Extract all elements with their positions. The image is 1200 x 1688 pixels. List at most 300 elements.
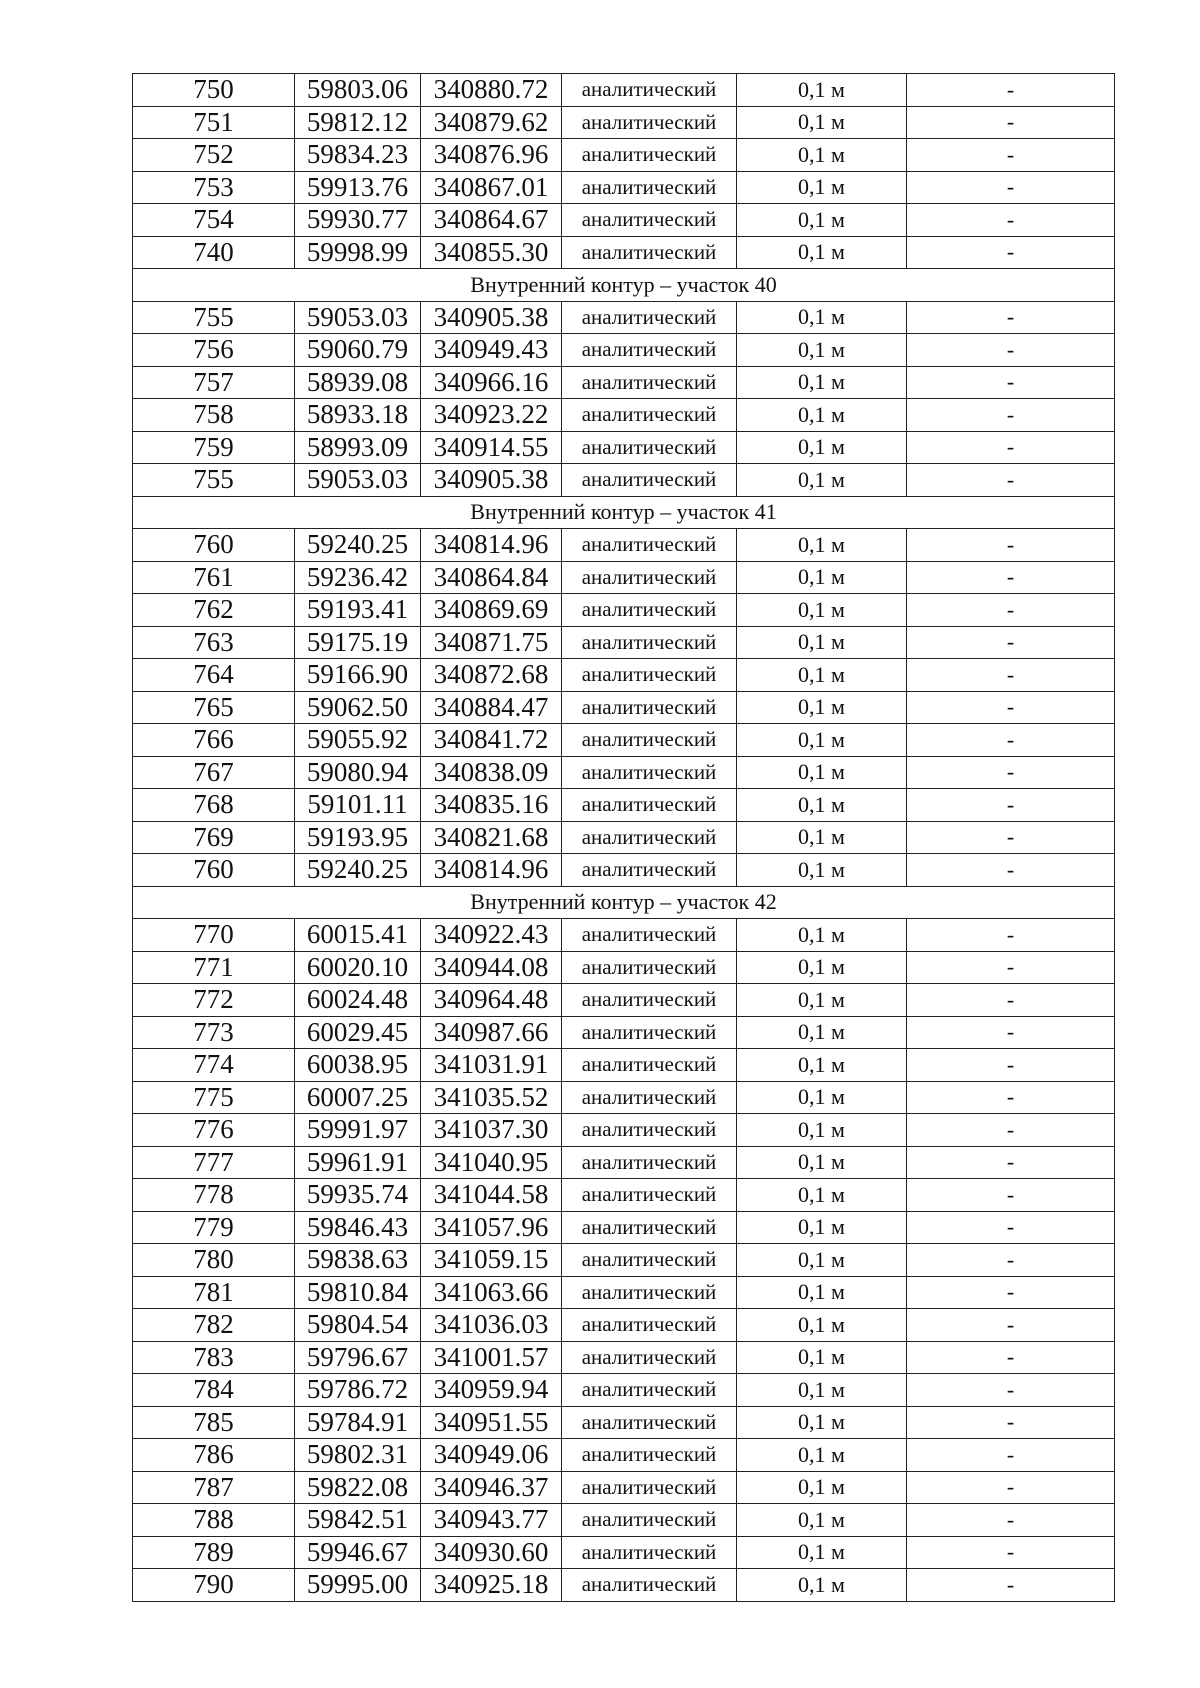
section-title: Внутренний контур – участок 40	[133, 269, 1115, 302]
point-number-cell: 768	[133, 789, 295, 822]
table-row	[133, 691, 1115, 724]
precision-cell: 0,1 м	[737, 1341, 907, 1374]
table-row	[133, 464, 1115, 497]
x-coordinate-cell: 59812.12	[295, 106, 421, 139]
y-coordinate-cell: 340814.96	[421, 854, 562, 887]
x-coordinate-cell: 59240.25	[295, 529, 421, 562]
table-row	[133, 1276, 1115, 1309]
x-coordinate-cell: 60038.95	[295, 1049, 421, 1082]
precision-cell: 0,1 м	[737, 236, 907, 269]
note-cell: -	[907, 106, 1115, 139]
note-cell: -	[907, 1406, 1115, 1439]
table-row	[133, 1439, 1115, 1472]
method-cell: аналитический	[562, 1536, 737, 1569]
table-row	[133, 1536, 1115, 1569]
method-cell: аналитический	[562, 1114, 737, 1147]
precision-cell: 0,1 м	[737, 431, 907, 464]
method-cell: аналитический	[562, 106, 737, 139]
section-header-row	[133, 496, 1115, 529]
point-number-cell: 780	[133, 1244, 295, 1277]
y-coordinate-cell: 340864.84	[421, 561, 562, 594]
table-row	[133, 1081, 1115, 1114]
table-row	[133, 366, 1115, 399]
note-cell: -	[907, 171, 1115, 204]
x-coordinate-cell: 59060.79	[295, 334, 421, 367]
method-cell: аналитический	[562, 1406, 737, 1439]
y-coordinate-cell: 341057.96	[421, 1211, 562, 1244]
y-coordinate-cell: 341036.03	[421, 1309, 562, 1342]
method-cell: аналитический	[562, 1471, 737, 1504]
x-coordinate-cell: 58939.08	[295, 366, 421, 399]
y-coordinate-cell: 340951.55	[421, 1406, 562, 1439]
note-cell: -	[907, 1439, 1115, 1472]
table-row	[133, 724, 1115, 757]
point-number-cell: 773	[133, 1016, 295, 1049]
note-cell: -	[907, 854, 1115, 887]
point-number-cell: 751	[133, 106, 295, 139]
table-row	[133, 1569, 1115, 1602]
y-coordinate-cell: 340864.67	[421, 204, 562, 237]
y-coordinate-cell: 341035.52	[421, 1081, 562, 1114]
point-number-cell: 776	[133, 1114, 295, 1147]
table-row	[133, 171, 1115, 204]
note-cell: -	[907, 724, 1115, 757]
note-cell: -	[907, 464, 1115, 497]
note-cell: -	[907, 366, 1115, 399]
y-coordinate-cell: 340959.94	[421, 1374, 562, 1407]
precision-cell: 0,1 м	[737, 1439, 907, 1472]
y-coordinate-cell: 340964.48	[421, 984, 562, 1017]
note-cell: -	[907, 984, 1115, 1017]
table-row	[133, 756, 1115, 789]
table-row	[133, 1471, 1115, 1504]
point-number-cell: 788	[133, 1504, 295, 1537]
point-number-cell: 782	[133, 1309, 295, 1342]
note-cell: -	[907, 1016, 1115, 1049]
y-coordinate-cell: 340879.62	[421, 106, 562, 139]
y-coordinate-cell: 341031.91	[421, 1049, 562, 1082]
point-number-cell: 771	[133, 951, 295, 984]
note-cell: -	[907, 204, 1115, 237]
method-cell: аналитический	[562, 1309, 737, 1342]
table-row	[133, 399, 1115, 432]
precision-cell: 0,1 м	[737, 529, 907, 562]
point-number-cell: 779	[133, 1211, 295, 1244]
precision-cell: 0,1 м	[737, 1569, 907, 1602]
point-number-cell: 789	[133, 1536, 295, 1569]
method-cell: аналитический	[562, 1081, 737, 1114]
point-number-cell: 752	[133, 139, 295, 172]
note-cell: -	[907, 789, 1115, 822]
table-row	[133, 1374, 1115, 1407]
y-coordinate-cell: 340867.01	[421, 171, 562, 204]
note-cell: -	[907, 1471, 1115, 1504]
note-cell: -	[907, 1049, 1115, 1082]
table-row	[133, 919, 1115, 952]
y-coordinate-cell: 340966.16	[421, 366, 562, 399]
note-cell: -	[907, 1114, 1115, 1147]
method-cell: аналитический	[562, 171, 737, 204]
precision-cell: 0,1 м	[737, 561, 907, 594]
table-row	[133, 301, 1115, 334]
table-row	[133, 951, 1115, 984]
table-row	[133, 1179, 1115, 1212]
point-number-cell: 754	[133, 204, 295, 237]
method-cell: аналитический	[562, 1244, 737, 1277]
point-number-cell: 764	[133, 659, 295, 692]
point-number-cell: 759	[133, 431, 295, 464]
y-coordinate-cell: 340814.96	[421, 529, 562, 562]
note-cell: -	[907, 1179, 1115, 1212]
y-coordinate-cell: 341040.95	[421, 1146, 562, 1179]
precision-cell: 0,1 м	[737, 334, 907, 367]
method-cell: аналитический	[562, 1569, 737, 1602]
section-header-row	[133, 886, 1115, 919]
precision-cell: 0,1 м	[737, 724, 907, 757]
x-coordinate-cell: 59786.72	[295, 1374, 421, 1407]
note-cell: -	[907, 919, 1115, 952]
y-coordinate-cell: 340880.72	[421, 74, 562, 107]
x-coordinate-cell: 59842.51	[295, 1504, 421, 1537]
method-cell: аналитический	[562, 1049, 737, 1082]
y-coordinate-cell: 340855.30	[421, 236, 562, 269]
table-row	[133, 1309, 1115, 1342]
note-cell: -	[907, 821, 1115, 854]
method-cell: аналитический	[562, 1146, 737, 1179]
table-row	[133, 529, 1115, 562]
y-coordinate-cell: 340949.43	[421, 334, 562, 367]
x-coordinate-cell: 59838.63	[295, 1244, 421, 1277]
precision-cell: 0,1 м	[737, 171, 907, 204]
y-coordinate-cell: 340884.47	[421, 691, 562, 724]
method-cell: аналитический	[562, 1016, 737, 1049]
x-coordinate-cell: 60029.45	[295, 1016, 421, 1049]
note-cell: -	[907, 1244, 1115, 1277]
method-cell: аналитический	[562, 204, 737, 237]
x-coordinate-cell: 59055.92	[295, 724, 421, 757]
x-coordinate-cell: 59053.03	[295, 301, 421, 334]
note-cell: -	[907, 74, 1115, 107]
precision-cell: 0,1 м	[737, 659, 907, 692]
x-coordinate-cell: 59062.50	[295, 691, 421, 724]
precision-cell: 0,1 м	[737, 626, 907, 659]
precision-cell: 0,1 м	[737, 1211, 907, 1244]
table-row	[133, 74, 1115, 107]
x-coordinate-cell: 59803.06	[295, 74, 421, 107]
precision-cell: 0,1 м	[737, 301, 907, 334]
y-coordinate-cell: 341063.66	[421, 1276, 562, 1309]
point-number-cell: 753	[133, 171, 295, 204]
point-number-cell: 756	[133, 334, 295, 367]
point-number-cell: 767	[133, 756, 295, 789]
precision-cell: 0,1 м	[737, 1309, 907, 1342]
precision-cell: 0,1 м	[737, 821, 907, 854]
x-coordinate-cell: 59240.25	[295, 854, 421, 887]
method-cell: аналитический	[562, 529, 737, 562]
note-cell: -	[907, 1081, 1115, 1114]
table-row	[133, 594, 1115, 627]
x-coordinate-cell: 58933.18	[295, 399, 421, 432]
point-number-cell: 772	[133, 984, 295, 1017]
y-coordinate-cell: 341037.30	[421, 1114, 562, 1147]
y-coordinate-cell: 340841.72	[421, 724, 562, 757]
x-coordinate-cell: 59166.90	[295, 659, 421, 692]
table-row	[133, 236, 1115, 269]
table-row	[133, 1114, 1115, 1147]
table-row	[133, 1406, 1115, 1439]
point-number-cell: 781	[133, 1276, 295, 1309]
precision-cell: 0,1 м	[737, 691, 907, 724]
method-cell: аналитический	[562, 626, 737, 659]
point-number-cell: 775	[133, 1081, 295, 1114]
section-header-row	[133, 269, 1115, 302]
precision-cell: 0,1 м	[737, 1016, 907, 1049]
note-cell: -	[907, 1569, 1115, 1602]
precision-cell: 0,1 м	[737, 1179, 907, 1212]
table-row	[133, 789, 1115, 822]
point-number-cell: 790	[133, 1569, 295, 1602]
point-number-cell: 762	[133, 594, 295, 627]
table-row	[133, 561, 1115, 594]
y-coordinate-cell: 340876.96	[421, 139, 562, 172]
precision-cell: 0,1 м	[737, 854, 907, 887]
note-cell: -	[907, 561, 1115, 594]
method-cell: аналитический	[562, 1439, 737, 1472]
x-coordinate-cell: 59913.76	[295, 171, 421, 204]
point-number-cell: 787	[133, 1471, 295, 1504]
note-cell: -	[907, 1504, 1115, 1537]
table-row	[133, 659, 1115, 692]
table-row	[133, 1504, 1115, 1537]
x-coordinate-cell: 59995.00	[295, 1569, 421, 1602]
precision-cell: 0,1 м	[737, 1504, 907, 1537]
y-coordinate-cell: 340922.43	[421, 919, 562, 952]
point-number-cell: 750	[133, 74, 295, 107]
x-coordinate-cell: 59193.95	[295, 821, 421, 854]
table-row	[133, 1211, 1115, 1244]
precision-cell: 0,1 м	[737, 74, 907, 107]
section-title: Внутренний контур – участок 41	[133, 496, 1115, 529]
point-number-cell: 740	[133, 236, 295, 269]
note-cell: -	[907, 399, 1115, 432]
table-row	[133, 139, 1115, 172]
x-coordinate-cell: 59784.91	[295, 1406, 421, 1439]
precision-cell: 0,1 м	[737, 1374, 907, 1407]
x-coordinate-cell: 59101.11	[295, 789, 421, 822]
method-cell: аналитический	[562, 366, 737, 399]
method-cell: аналитический	[562, 399, 737, 432]
precision-cell: 0,1 м	[737, 464, 907, 497]
precision-cell: 0,1 м	[737, 756, 907, 789]
method-cell: аналитический	[562, 1179, 737, 1212]
point-number-cell: 783	[133, 1341, 295, 1374]
y-coordinate-cell: 340923.22	[421, 399, 562, 432]
y-coordinate-cell: 340835.16	[421, 789, 562, 822]
x-coordinate-cell: 59802.31	[295, 1439, 421, 1472]
method-cell: аналитический	[562, 594, 737, 627]
method-cell: аналитический	[562, 691, 737, 724]
point-number-cell: 785	[133, 1406, 295, 1439]
table-row	[133, 1244, 1115, 1277]
x-coordinate-cell: 59822.08	[295, 1471, 421, 1504]
method-cell: аналитический	[562, 1341, 737, 1374]
table-row	[133, 431, 1115, 464]
point-number-cell: 769	[133, 821, 295, 854]
method-cell: аналитический	[562, 301, 737, 334]
point-number-cell: 755	[133, 301, 295, 334]
precision-cell: 0,1 м	[737, 951, 907, 984]
x-coordinate-cell: 59846.43	[295, 1211, 421, 1244]
table-row	[133, 1146, 1115, 1179]
x-coordinate-cell: 59930.77	[295, 204, 421, 237]
table-row	[133, 821, 1115, 854]
y-coordinate-cell: 340869.69	[421, 594, 562, 627]
y-coordinate-cell: 340914.55	[421, 431, 562, 464]
x-coordinate-cell: 60020.10	[295, 951, 421, 984]
precision-cell: 0,1 м	[737, 1146, 907, 1179]
y-coordinate-cell: 340821.68	[421, 821, 562, 854]
x-coordinate-cell: 59991.97	[295, 1114, 421, 1147]
method-cell: аналитический	[562, 236, 737, 269]
method-cell: аналитический	[562, 854, 737, 887]
point-number-cell: 763	[133, 626, 295, 659]
point-number-cell: 757	[133, 366, 295, 399]
point-number-cell: 778	[133, 1179, 295, 1212]
note-cell: -	[907, 1341, 1115, 1374]
note-cell: -	[907, 1146, 1115, 1179]
method-cell: аналитический	[562, 821, 737, 854]
method-cell: аналитический	[562, 1504, 737, 1537]
precision-cell: 0,1 м	[737, 139, 907, 172]
precision-cell: 0,1 м	[737, 1049, 907, 1082]
precision-cell: 0,1 м	[737, 106, 907, 139]
y-coordinate-cell: 341059.15	[421, 1244, 562, 1277]
x-coordinate-cell: 59053.03	[295, 464, 421, 497]
method-cell: аналитический	[562, 984, 737, 1017]
y-coordinate-cell: 340949.06	[421, 1439, 562, 1472]
y-coordinate-cell: 340930.60	[421, 1536, 562, 1569]
note-cell: -	[907, 139, 1115, 172]
y-coordinate-cell: 340943.77	[421, 1504, 562, 1537]
note-cell: -	[907, 1374, 1115, 1407]
note-cell: -	[907, 1309, 1115, 1342]
note-cell: -	[907, 1536, 1115, 1569]
precision-cell: 0,1 м	[737, 1114, 907, 1147]
table-row	[133, 626, 1115, 659]
y-coordinate-cell: 340905.38	[421, 464, 562, 497]
y-coordinate-cell: 340871.75	[421, 626, 562, 659]
point-number-cell: 784	[133, 1374, 295, 1407]
method-cell: аналитический	[562, 659, 737, 692]
x-coordinate-cell: 59804.54	[295, 1309, 421, 1342]
y-coordinate-cell: 340925.18	[421, 1569, 562, 1602]
x-coordinate-cell: 60024.48	[295, 984, 421, 1017]
note-cell: -	[907, 691, 1115, 724]
point-number-cell: 760	[133, 854, 295, 887]
note-cell: -	[907, 1211, 1115, 1244]
precision-cell: 0,1 м	[737, 204, 907, 237]
y-coordinate-cell: 341001.57	[421, 1341, 562, 1374]
precision-cell: 0,1 м	[737, 366, 907, 399]
precision-cell: 0,1 м	[737, 1406, 907, 1439]
table-row	[133, 106, 1115, 139]
method-cell: аналитический	[562, 464, 737, 497]
point-number-cell: 761	[133, 561, 295, 594]
y-coordinate-cell: 340944.08	[421, 951, 562, 984]
precision-cell: 0,1 м	[737, 1081, 907, 1114]
x-coordinate-cell: 59946.67	[295, 1536, 421, 1569]
coordinates-table	[132, 73, 1115, 1602]
method-cell: аналитический	[562, 74, 737, 107]
x-coordinate-cell: 59796.67	[295, 1341, 421, 1374]
point-number-cell: 777	[133, 1146, 295, 1179]
table-row	[133, 854, 1115, 887]
x-coordinate-cell: 59236.42	[295, 561, 421, 594]
point-number-cell: 774	[133, 1049, 295, 1082]
method-cell: аналитический	[562, 139, 737, 172]
method-cell: аналитический	[562, 334, 737, 367]
y-coordinate-cell: 341044.58	[421, 1179, 562, 1212]
precision-cell: 0,1 м	[737, 984, 907, 1017]
point-number-cell: 760	[133, 529, 295, 562]
method-cell: аналитический	[562, 756, 737, 789]
method-cell: аналитический	[562, 431, 737, 464]
precision-cell: 0,1 м	[737, 919, 907, 952]
x-coordinate-cell: 59998.99	[295, 236, 421, 269]
note-cell: -	[907, 659, 1115, 692]
note-cell: -	[907, 1276, 1115, 1309]
point-number-cell: 786	[133, 1439, 295, 1472]
x-coordinate-cell: 58993.09	[295, 431, 421, 464]
point-number-cell: 758	[133, 399, 295, 432]
method-cell: аналитический	[562, 1374, 737, 1407]
y-coordinate-cell: 340946.37	[421, 1471, 562, 1504]
table-row	[133, 1341, 1115, 1374]
precision-cell: 0,1 м	[737, 1244, 907, 1277]
precision-cell: 0,1 м	[737, 1276, 907, 1309]
y-coordinate-cell: 340987.66	[421, 1016, 562, 1049]
table-row	[133, 1049, 1115, 1082]
x-coordinate-cell: 59175.19	[295, 626, 421, 659]
note-cell: -	[907, 301, 1115, 334]
x-coordinate-cell: 60007.25	[295, 1081, 421, 1114]
point-number-cell: 755	[133, 464, 295, 497]
precision-cell: 0,1 м	[737, 1471, 907, 1504]
note-cell: -	[907, 594, 1115, 627]
point-number-cell: 766	[133, 724, 295, 757]
y-coordinate-cell: 340838.09	[421, 756, 562, 789]
note-cell: -	[907, 529, 1115, 562]
table-row	[133, 984, 1115, 1017]
y-coordinate-cell: 340905.38	[421, 301, 562, 334]
x-coordinate-cell: 59935.74	[295, 1179, 421, 1212]
note-cell: -	[907, 756, 1115, 789]
note-cell: -	[907, 951, 1115, 984]
coordinates-table-body	[133, 74, 1115, 1602]
table-row	[133, 334, 1115, 367]
table-row	[133, 204, 1115, 237]
method-cell: аналитический	[562, 951, 737, 984]
precision-cell: 0,1 м	[737, 1536, 907, 1569]
note-cell: -	[907, 236, 1115, 269]
y-coordinate-cell: 340872.68	[421, 659, 562, 692]
point-number-cell: 765	[133, 691, 295, 724]
x-coordinate-cell: 59080.94	[295, 756, 421, 789]
note-cell: -	[907, 431, 1115, 464]
point-number-cell: 770	[133, 919, 295, 952]
precision-cell: 0,1 м	[737, 594, 907, 627]
method-cell: аналитический	[562, 789, 737, 822]
